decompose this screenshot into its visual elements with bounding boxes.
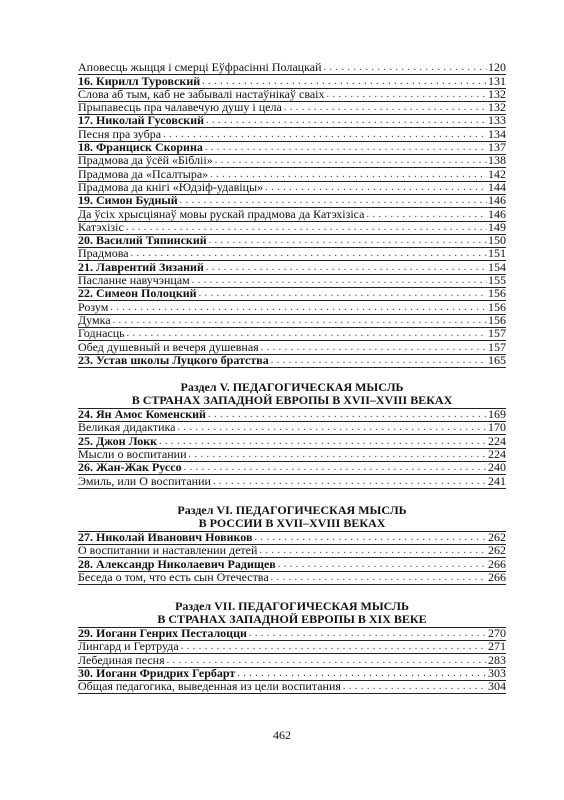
toc-entry-page: 132 <box>488 100 506 115</box>
toc-entry-page: 156 <box>488 312 506 327</box>
dot-leader <box>110 301 487 314</box>
dot-leader <box>189 448 487 461</box>
toc-entry-title: Общая педагогика, выведенная из цели воспитания <box>78 679 341 694</box>
toc-entry-page: 240 <box>488 460 506 475</box>
toc-entry-title: Да ўсіх хрысціянаў мовы рускай прадмова да Катэхізіса <box>78 206 365 221</box>
dot-leader <box>131 247 487 260</box>
toc-group-a <box>78 62 506 368</box>
toc-entry-title: 18. Франциск Скорина <box>78 140 203 155</box>
toc-entry-page: 283 <box>488 652 506 667</box>
dot-leader <box>271 571 487 584</box>
toc-entry-page: 271 <box>488 639 506 654</box>
toc-entry-page: 270 <box>488 626 506 641</box>
dot-leader <box>210 168 487 181</box>
dot-leader <box>213 475 487 488</box>
dot-leader <box>237 667 487 680</box>
toc-entry-page: 170 <box>488 420 506 435</box>
toc-entry-page: 304 <box>488 679 506 694</box>
toc-entry <box>78 681 506 694</box>
dot-leader <box>113 314 487 327</box>
dot-leader <box>343 680 487 693</box>
toc-entry-title: 30. Иоганн Фридрих Гербарт <box>78 665 236 680</box>
toc-entry-page: 134 <box>488 126 506 141</box>
toc-entry-page: 132 <box>488 86 506 101</box>
toc-entry-title: Лингард и Гертруда <box>78 639 179 654</box>
dot-leader <box>249 627 487 640</box>
toc-entry-page: 137 <box>488 140 506 155</box>
toc-entry-title: 29. Иоганн Генрих Песталоцци <box>78 626 247 641</box>
section-heading-line2: В СТРАНАХ ЗАПАДНОЙ ЕВРОПЫ В XVII–XVIII ВЕКАХ <box>131 393 453 408</box>
toc-entry-page: 142 <box>488 166 506 181</box>
toc-group-c <box>78 529 506 585</box>
dot-leader <box>199 287 487 300</box>
toc-entry-title: 22. Симеон Полоцкий <box>78 286 197 301</box>
toc-entry-title: 27. Николай Иванович Новиков <box>78 529 253 544</box>
toc-entry-title: 17. Николай Гусовский <box>78 113 205 128</box>
toc-entry-title: Обед душевный и вечеря душевная <box>78 339 259 354</box>
toc-entry-page: 224 <box>488 433 506 448</box>
toc-entry-title: О воспитании и наставлении детей <box>78 543 258 558</box>
dot-leader <box>163 128 487 141</box>
dot-leader <box>178 421 487 434</box>
toc-entry-title: Пасланне навучэнцам <box>78 273 190 288</box>
section-heading-line1: Раздел V. ПЕДАГОГИЧЕСКАЯ МЫСЛЬ <box>180 379 404 394</box>
section-heading-line1: Раздел VI. ПЕДАГОГИЧЕСКАЯ МЫСЛЬ <box>177 502 407 517</box>
toc-entry-title: Прадмова <box>78 246 129 261</box>
dot-leader <box>284 101 487 114</box>
toc-entry-title: 16. Кирилл Туровский <box>78 73 201 88</box>
dot-leader <box>327 88 488 101</box>
toc-entry-page: 303 <box>488 665 506 680</box>
dot-leader <box>192 274 487 287</box>
toc-entry-page: 169 <box>488 407 506 422</box>
toc-entry-page: 150 <box>488 233 506 248</box>
toc-entry-page: 156 <box>488 299 506 314</box>
toc-entry-page: 138 <box>488 153 506 168</box>
section-heading-line2: В СТРАНАХ ЗАПАДНОЙ ЕВРОПЫ В XIX ВЕКЕ <box>157 612 427 627</box>
dot-leader <box>254 531 487 544</box>
toc-entry <box>78 288 506 301</box>
toc-entry-title: 20. Василий Тяпинский <box>78 233 207 248</box>
dot-leader <box>271 354 487 367</box>
toc-entry-title: 23. Устав школы Луцкого братства <box>78 352 269 367</box>
toc-entry-title: Годнасць <box>78 326 125 341</box>
toc-entry-title: Прадмова да кнігі «Юдзіф-удавіцы» <box>78 179 264 194</box>
dot-leader <box>206 261 487 274</box>
dot-leader <box>324 61 488 74</box>
dot-leader <box>209 234 487 247</box>
toc-entry <box>78 569 506 585</box>
toc-entry-title: 28. Александр Николаевич Радищев <box>78 556 276 571</box>
toc-entry-page: 151 <box>488 246 506 261</box>
toc-entry-page: 262 <box>488 529 506 544</box>
section-heading-line2: В РОССИИ В XVII–XVIII ВЕКАХ <box>198 516 386 531</box>
toc-entry-page: 262 <box>488 543 506 558</box>
toc-entry-title: Слова аб тым, каб не забывалі настаўнікаў сваіх <box>78 86 325 101</box>
dot-leader <box>259 544 487 557</box>
toc-entry-title: Розум <box>78 299 109 314</box>
toc-entry-page: 155 <box>488 273 506 288</box>
toc-entry-title: Мысли о воспитании <box>78 447 187 462</box>
dot-leader <box>180 194 487 207</box>
dot-leader <box>208 408 487 421</box>
page-number: 462 <box>273 728 291 742</box>
toc-entry-page: 133 <box>488 113 506 128</box>
toc-entry-page: 149 <box>488 219 506 234</box>
toc-entry-title: 25. Джон Локк <box>78 433 158 448</box>
dot-leader <box>167 654 487 667</box>
toc-entry-title: Прадмова да «Псалтыра» <box>78 166 209 181</box>
toc-entry-page: 224 <box>488 447 506 462</box>
toc-entry-title: 19. Симон Будный <box>78 193 178 208</box>
toc-entry-title: Прыпавесць пра чалавечую душу і цела <box>78 100 282 115</box>
toc-entry <box>78 301 506 314</box>
toc-entry-title: Эмиль, или О воспитании <box>78 473 211 488</box>
dot-leader <box>261 341 487 354</box>
toc-entry-title: 26. Жан-Жак Руссо <box>78 460 182 475</box>
toc-entry <box>78 235 506 248</box>
section-heading-line1: Раздел VII. ПЕДАГОГИЧЕСКАЯ МЫСЛЬ <box>175 598 409 613</box>
dot-leader <box>202 75 487 88</box>
dot-leader <box>184 461 487 474</box>
dot-leader <box>205 141 487 154</box>
toc-entry-title: Великая дидактика <box>78 420 176 435</box>
section-heading-v <box>78 381 506 409</box>
section-heading-vii <box>78 600 506 628</box>
dot-leader <box>127 327 487 340</box>
toc-entry-title: Беседа о том, что есть сын Отечества <box>78 569 269 584</box>
dot-leader <box>366 208 487 221</box>
toc-entry-page: 157 <box>488 326 506 341</box>
toc-entry-title: Лебединая песня <box>78 652 165 667</box>
toc-entry-page: 157 <box>488 339 506 354</box>
toc-entry-title: 24. Ян Амос Коменский <box>78 407 206 422</box>
toc-entry-title: Аповесць жыцця і смерці Еўфрасінні Полацкай <box>78 60 322 75</box>
dot-leader <box>278 558 487 571</box>
toc-entry-page: 131 <box>488 73 506 88</box>
toc-entry-page: 266 <box>488 556 506 571</box>
toc-entry-title: Прадмова да ўсёй «Біблii» <box>78 153 213 168</box>
toc-entry <box>78 352 506 368</box>
section-heading-vi <box>78 504 506 532</box>
toc-entry <box>78 312 506 328</box>
toc-entry <box>78 475 506 488</box>
dot-leader <box>126 221 487 234</box>
toc-entry <box>78 208 506 221</box>
dot-leader <box>159 435 487 448</box>
dot-leader <box>181 640 487 653</box>
toc-entry-page: 241 <box>488 473 506 488</box>
toc-entry-page: 156 <box>488 286 506 301</box>
toc-entry-title: 21. Лаврентий Зизаний <box>78 259 204 274</box>
toc-group-d <box>78 628 506 694</box>
table-of-contents <box>78 62 506 694</box>
dot-leader <box>215 154 487 167</box>
toc-entry-title: Думка <box>78 312 111 327</box>
toc-group-b <box>78 409 506 489</box>
toc-entry-page: 266 <box>488 569 506 584</box>
toc-entry-title: Песня пра зубра <box>78 126 162 141</box>
toc-entry-page: 146 <box>488 206 506 221</box>
toc-entry-page: 144 <box>488 179 506 194</box>
toc-entry-page: 165 <box>488 352 506 367</box>
toc-entry-page: 146 <box>488 193 506 208</box>
dot-leader <box>206 114 487 127</box>
toc-entry-title: Катэхізіс <box>78 219 124 234</box>
dot-leader <box>265 181 487 194</box>
toc-entry-page: 120 <box>488 60 506 75</box>
toc-entry-page: 154 <box>488 259 506 274</box>
